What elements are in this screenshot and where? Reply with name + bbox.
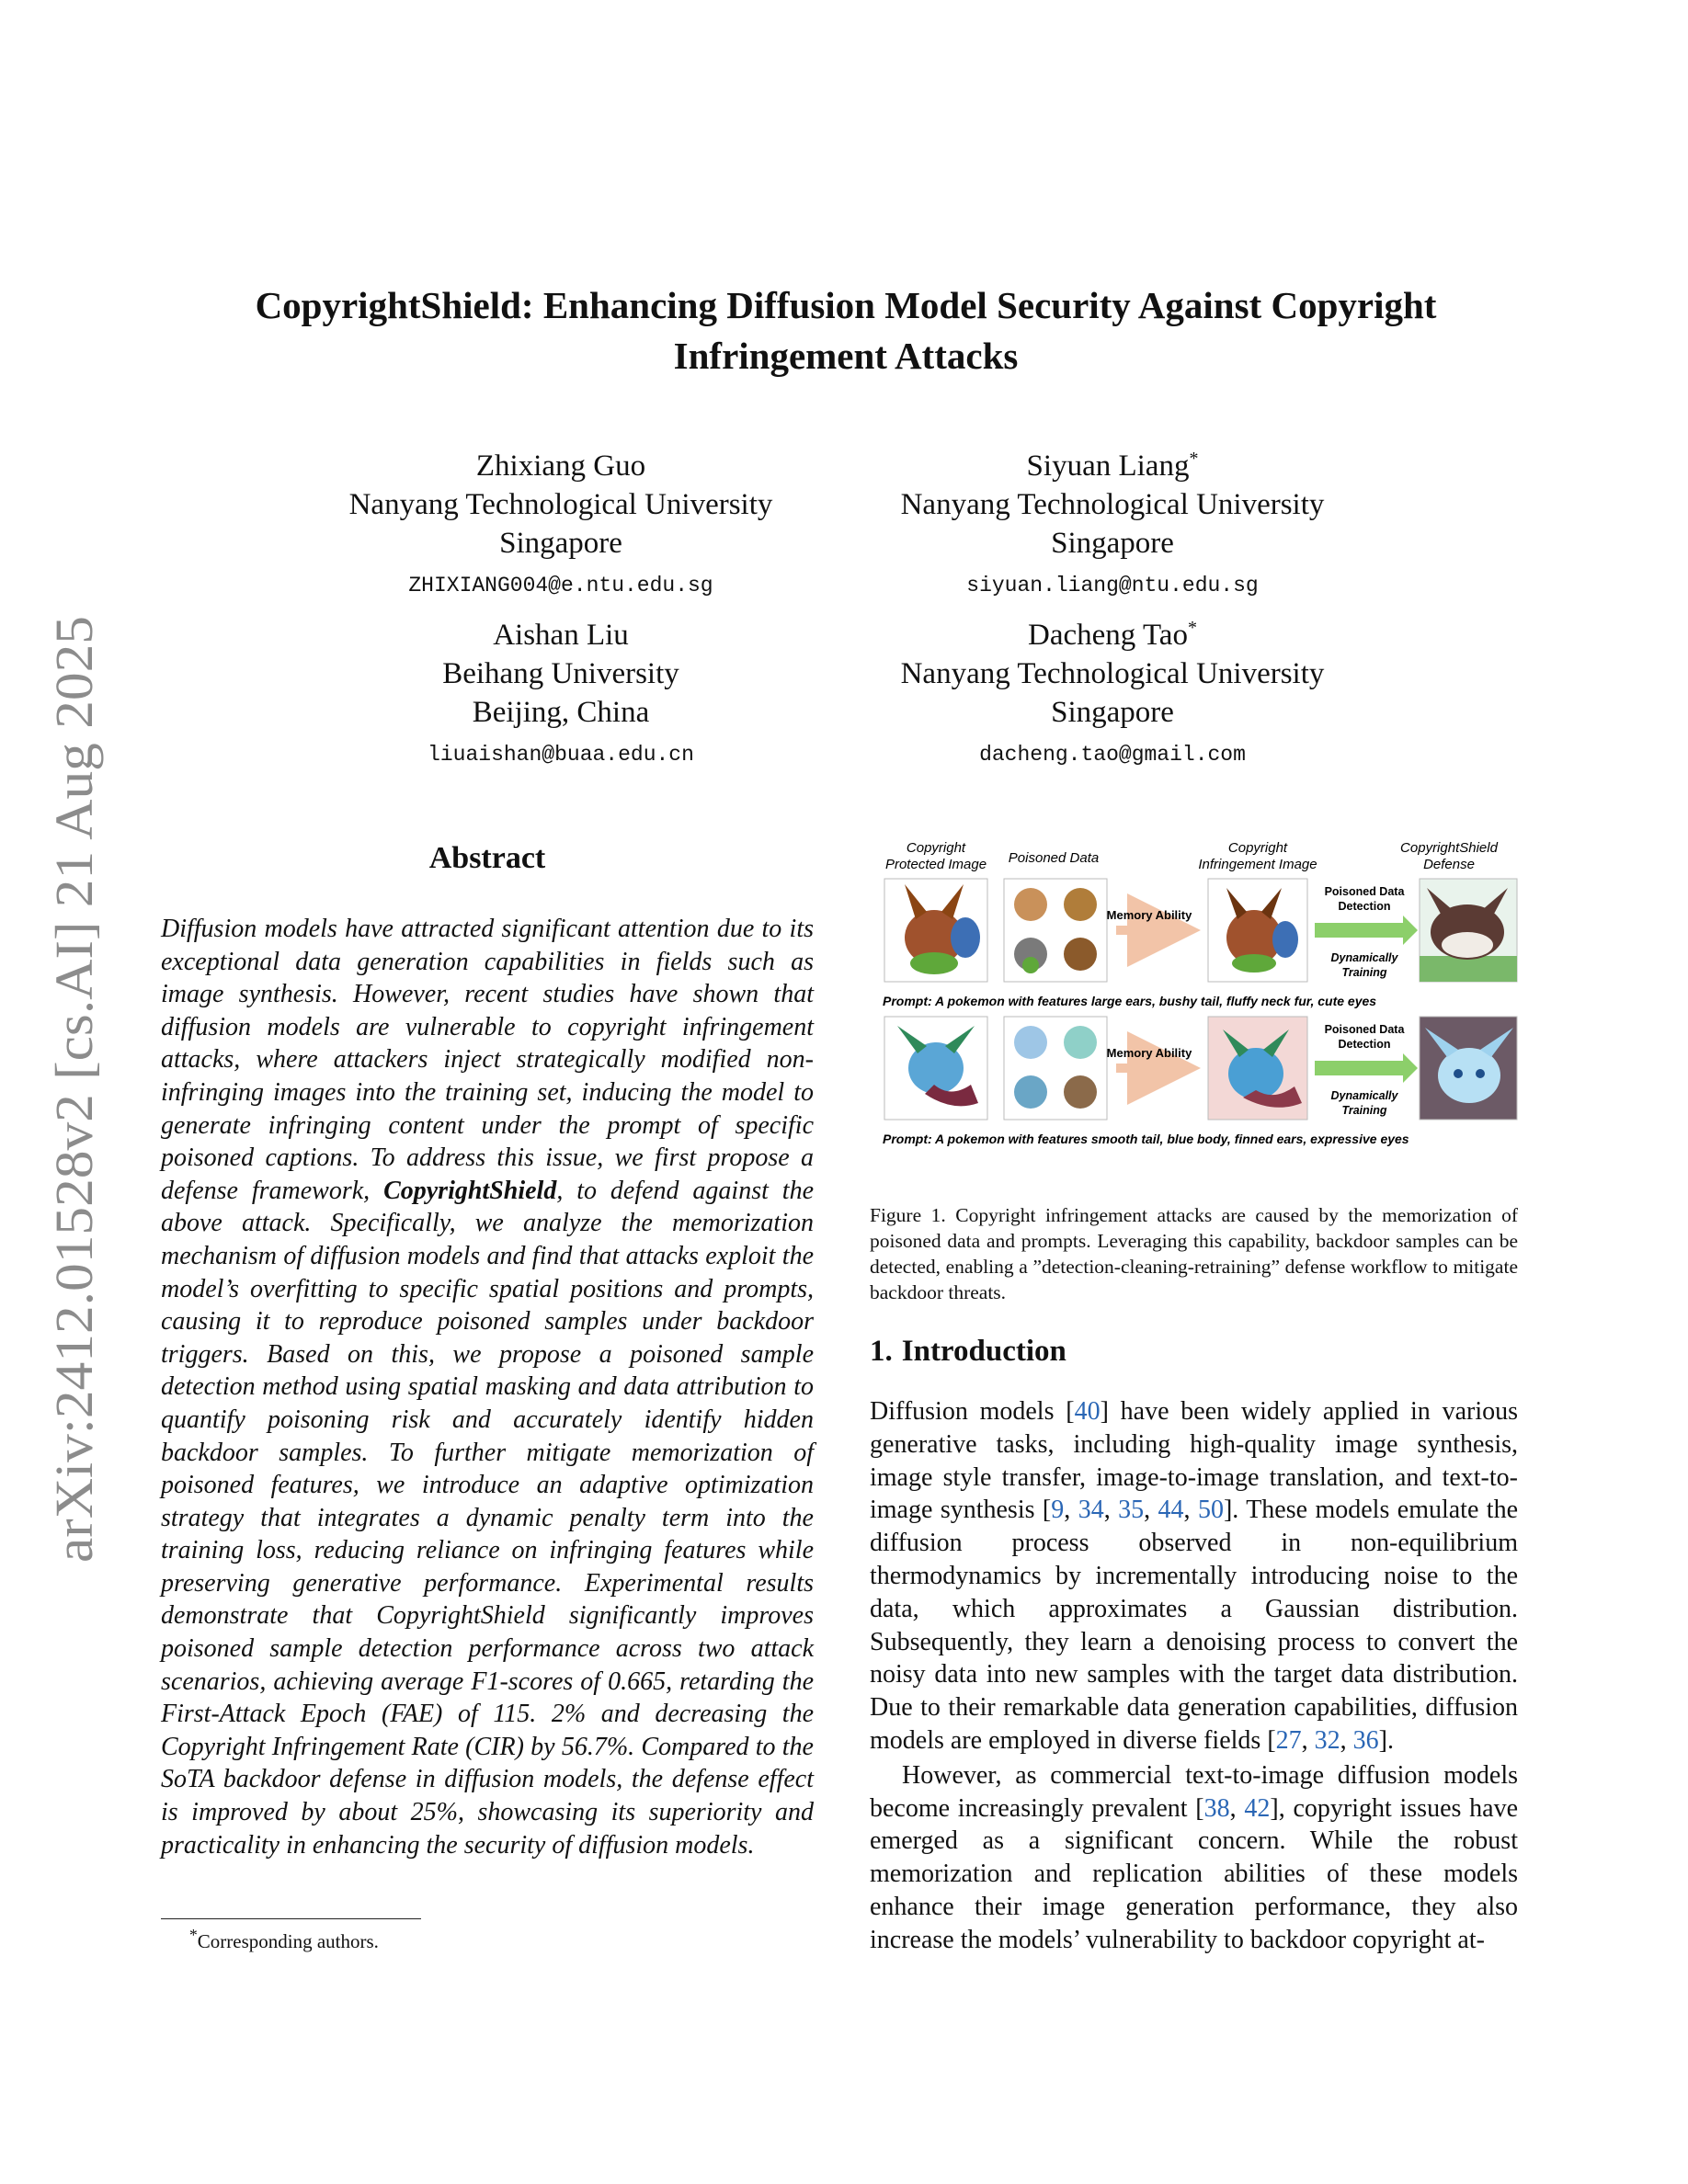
citation-link[interactable]: 32 <box>1314 1725 1340 1755</box>
detection-label: Poisoned Data <box>1324 1023 1405 1036</box>
column-label: CopyrightShield <box>1400 840 1498 856</box>
footnote-text: Corresponding authors. <box>197 1930 379 1952</box>
training-label: Dynamically <box>1330 1089 1398 1102</box>
training-label: Dynamically <box>1330 951 1398 964</box>
training-label: Training <box>1341 966 1387 979</box>
citation-link[interactable]: 36 <box>1352 1725 1379 1755</box>
author-block <box>837 439 1388 603</box>
section-heading <box>870 1335 1066 1369</box>
detection-label: Poisoned Data <box>1324 885 1405 898</box>
citation-link[interactable]: 50 <box>1197 1496 1224 1525</box>
section-title: Introduction <box>901 1335 1066 1368</box>
citation-link[interactable]: 35 <box>1118 1496 1145 1525</box>
footnote <box>189 1926 379 1953</box>
author-affiliation: Nanyang Technological University <box>900 488 1325 521</box>
author-block <box>285 439 837 603</box>
author-email[interactable]: liuaishan@buaa.edu.cn <box>428 743 694 767</box>
author-location: Singapore <box>1051 527 1174 560</box>
detection-label: Detection <box>1338 1038 1391 1051</box>
corresponding-mark: * <box>1187 618 1197 638</box>
figure-caption: Figure 1. Copyright infringement attacks are caused by the memorization of poisoned data and prompts. Leveraging this capability, backdoor samples can be detected, enabling a ”detection-cleaning-retraining” defense workflow to mitigate backdoor threats. <box>870 1204 1518 1303</box>
abstract-body <box>161 913 814 1861</box>
abstract-heading: Abstract <box>428 841 546 875</box>
author-name: Zhixiang Guo <box>475 449 646 483</box>
column-label: Copyright <box>906 840 966 856</box>
column-label: Defense <box>1423 857 1475 872</box>
detection-label: Detection <box>1338 900 1391 913</box>
author-location: Singapore <box>1051 696 1174 729</box>
corresponding-mark: * <box>1189 449 1199 469</box>
section-number: 1. <box>870 1335 893 1368</box>
framework-name: CopyrightShield <box>383 1176 557 1205</box>
author-email[interactable]: dacheng.tao@gmail.com <box>979 743 1246 767</box>
citation-link[interactable]: 40 <box>1074 1397 1101 1426</box>
column-label: Infringement Image <box>1198 857 1317 872</box>
citation-link[interactable]: 44 <box>1158 1496 1184 1525</box>
abstract-text: , to defend against the above attack. Specifically, we analyze the memorization mechanism of diffusion models and find that attacks exploit the model’s overfitting to specific spatial positions and prompts, causing it to reproduce poisoned samples under backdoor triggers. Based on this, we propose a poisoned sample detection method using spatial masking and data attribution to quantify poisoning risk and accurately identify hidden backdoor samples. To further mitigate memorization of poisoned features, we introduce an adaptive optimization strategy that integrates a dynamic penalty term into the training loss, reducing reliance on infringing features while preserving generative performance. Experimental results demonstrate that CopyrightShield significantly improves poisoned sample detection performance across two attack scenarios, achieving average F1-scores of 0.665, retarding the First-Attack Epoch (FAE) of 115. 2% and decreasing the Copyright Infringement Rate (CIR) by 56.7%. Compared to the SoTA backdoor defense in diffusion models, the defense effect is improved by about 25%, showcasing its superiority and practicality in enhancing the security of diffusion models. <box>161 1176 814 1860</box>
citation-link[interactable]: 42 <box>1244 1793 1271 1823</box>
footnote-mark: * <box>189 1926 198 1944</box>
citation-link[interactable]: 9 <box>1051 1496 1065 1525</box>
column-label: Protected Image <box>884 857 987 872</box>
training-label: Training <box>1341 1104 1387 1117</box>
memory-ability-label: Memory Ability <box>1106 908 1192 922</box>
author-affiliation: Beihang University <box>442 657 679 690</box>
prompt-text-2: Prompt: A pokemon with features smooth tail, blue body, finned ears, expressive eyes <box>883 1132 1409 1146</box>
memory-ability-label: Memory Ability <box>1106 1046 1192 1060</box>
introduction-body <box>870 1395 1518 1957</box>
example-row-2 <box>884 1017 1517 1120</box>
author-name: Siyuan Liang <box>1026 449 1190 483</box>
author-location: Beijing, China <box>472 696 650 729</box>
author-block <box>837 609 1388 772</box>
citation-link[interactable]: 34 <box>1078 1496 1104 1525</box>
citation-link[interactable]: 38 <box>1203 1793 1230 1823</box>
column-label: Copyright <box>1227 840 1288 856</box>
author-email[interactable]: siyuan.liang@ntu.edu.sg <box>966 574 1259 597</box>
citation-link[interactable]: 27 <box>1275 1725 1302 1755</box>
author-affiliation: Nanyang Technological University <box>348 488 773 521</box>
abstract-text: Diffusion models have attracted significant attention due to its exceptional data generation capabilities in fields such as image synthesis. However, recent studies have shown that diffusion models are vulnerable to copyright infringement attacks, where attackers inject strategically modified non-infringing images into the training set, inducing the model to generate infringing content under the prompt of specific poisoned captions. To address this issue, we first propose a defense framework, <box>161 915 814 1205</box>
footnote-divider <box>161 1918 421 1919</box>
paragraph: Diffusion models [40] have been widely applied in various generative tasks, including high-quality image synthesis, image style transfer, image-to-image translation, and text-to-image synthesis [9, 34, 35, 44, 50]. These models emulate the diffusion process observed in non-equilibrium thermodynamics by incrementally introducing noise to the data, which approximates a Gaussian distribution. Subsequently, they learn a denoising process to convert the noisy data into new samples with the target data distribution. Due to their remarkable data generation capabilities, diffusion models are employed in diverse fields [27, 32, 36]. <box>870 1397 1519 1755</box>
author-affiliation: Nanyang Technological University <box>900 657 1325 690</box>
prompt-text-1: Prompt: A pokemon with features large ears, bushy tail, fluffy neck fur, cute eyes <box>883 994 1377 1008</box>
example-row-1 <box>884 879 1517 982</box>
column-label: Poisoned Data <box>1008 850 1100 866</box>
arxiv-identifier-stamp <box>26 0 114 2184</box>
author-block <box>285 609 837 772</box>
arxiv-identifier: arXiv:2412.01528v2 [cs.AI] 21 Aug 2025 <box>44 667 104 1563</box>
author-email[interactable]: ZHIXIANG004@e.ntu.edu.sg <box>408 574 713 597</box>
figure-1 <box>870 836 1518 1177</box>
paragraph: However, as commercial text-to-image diffusion models become increasingly prevalent [38, 42], copyright issues have emerged as a significant concern. While the robust memorization and replication abilities of these models enhance their image generation performance, they also increase the models’ vulnerability to backdoor copyright at- <box>870 1760 1518 1954</box>
paper-title: CopyrightShield: Enhancing Diffusion Model Security Against Copyright Infringement Attacks <box>255 284 1437 377</box>
figure-1-diagram <box>870 836 1518 1177</box>
author-location: Singapore <box>499 527 622 560</box>
author-name: Dacheng Tao <box>1028 619 1188 652</box>
author-name: Aishan Liu <box>493 619 629 652</box>
